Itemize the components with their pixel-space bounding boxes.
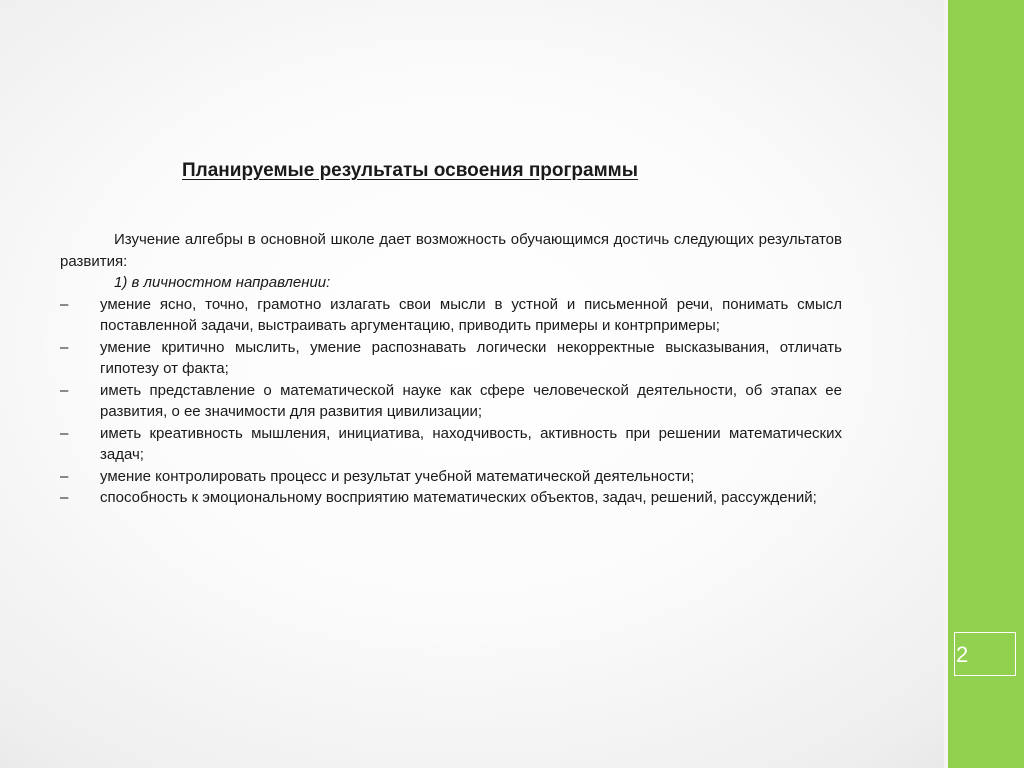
page-number: 2 [956, 642, 969, 667]
list-item [60, 487, 842, 509]
bullet-dash: – [60, 489, 69, 506]
list-item [60, 466, 842, 488]
slide-body [60, 229, 842, 509]
subheading: 1) в личностном направлении: [114, 274, 331, 291]
list-item-text: иметь представление о математической науке как сфере человеческой деятельности, об этапах ее развития, о ее значимости для развития цивилизации; [100, 381, 842, 420]
bullet-dash: – [60, 424, 69, 442]
results-list [60, 294, 842, 509]
bullet-dash: – [60, 295, 69, 313]
slide-title: Планируемые результаты освоения программы [182, 160, 638, 181]
bullet-dash: – [60, 338, 69, 356]
bullet-dash: – [60, 467, 69, 485]
list-item-text: способность к эмоциональному восприятию математических объектов, задач, решений, рассуждений; [100, 489, 817, 506]
list-item-text: иметь креативность мышления, инициатива, находчивость, активность при решении математических задач; [100, 424, 842, 463]
list-item-text: умение контролировать процесс и результат учебной математической деятельности; [100, 467, 695, 485]
list-item [60, 294, 842, 337]
list-item [60, 337, 842, 380]
list-item [60, 380, 842, 423]
bullet-dash: – [60, 381, 69, 399]
list-item [60, 423, 842, 466]
list-item-text: умение ясно, точно, грамотно излагать свои мысли в устной и письменной речи, понимать смысл поставленной задачи, выстраивать аргументацию, приводить примеры и контрпримеры; [100, 295, 842, 334]
intro-paragraph: Изучение алгебры в основной школе дает возможность обучающимся достичь следующих результатов развития: [60, 231, 842, 270]
list-item-text: умение критично мыслить, умение распознавать логически некорректные высказывания, отличать гипотезу от факта; [100, 338, 842, 377]
